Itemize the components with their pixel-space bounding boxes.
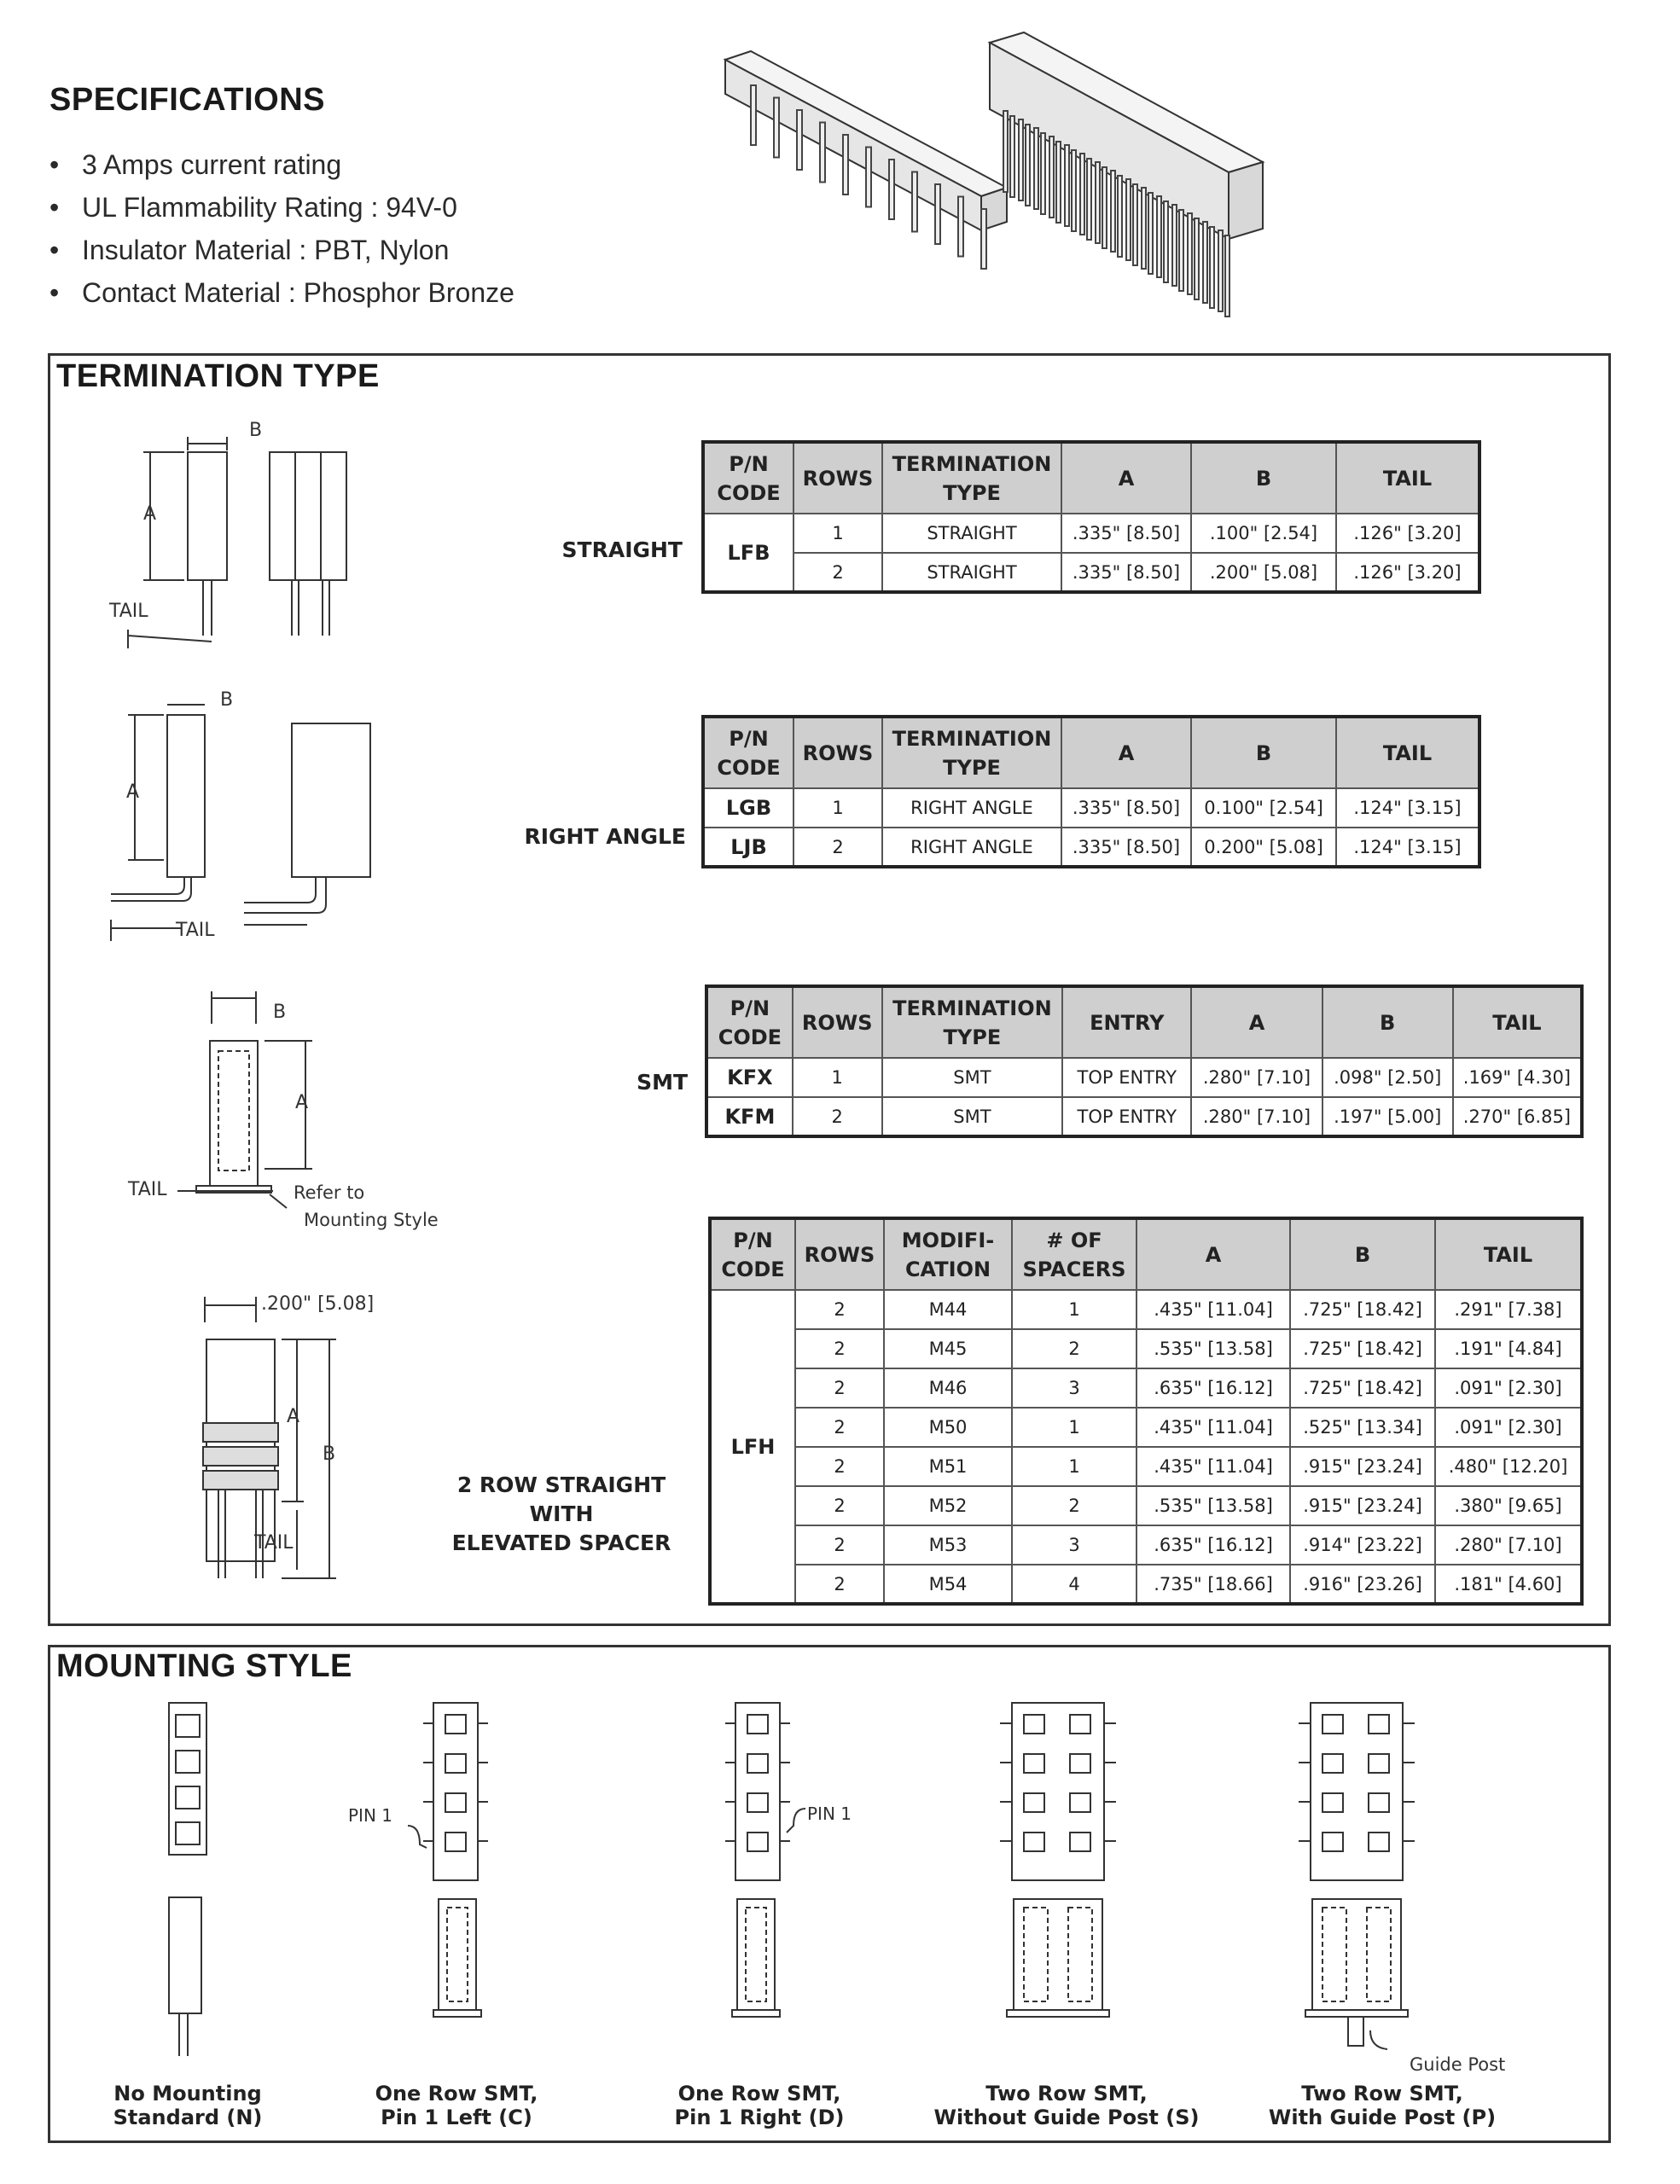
connector-pin [1195, 218, 1199, 299]
table-cell: 2 [795, 1565, 884, 1604]
table-cell: .335" [8.50] [1061, 553, 1191, 592]
table-row [710, 1368, 1582, 1408]
table-cell: 0.100" [2.54] [1191, 788, 1336, 828]
connector-pin [1056, 142, 1061, 223]
table-cell: 2 [1012, 1486, 1136, 1525]
table-row [706, 1058, 1582, 1097]
pin1-label-right: PIN 1 [807, 1804, 852, 1824]
connector-pin [1225, 235, 1229, 317]
caption-line: Two Row SMT, [985, 2082, 1148, 2106]
spec-item: • Contact Material : Phosphor Bronze [49, 277, 514, 308]
table-cell: 3 [1012, 1525, 1136, 1565]
connector-pin [843, 135, 848, 195]
elevated-label-line2: ELEVATED SPACER [451, 1531, 671, 1555]
elevated-label-line1: 2 ROW STRAIGHT WITH [456, 1472, 666, 1526]
table-cell: 2 [795, 1447, 884, 1486]
connector-pin [820, 123, 825, 183]
table-cell: .091" [2.30] [1435, 1368, 1582, 1408]
caption-line: One Row SMT, [375, 2082, 538, 2106]
table-row [703, 828, 1479, 867]
smt-dim-tail: TAIL [128, 1179, 167, 1200]
table-cell: .635" [16.12] [1136, 1368, 1290, 1408]
connector-pin [1188, 213, 1192, 294]
col-header: MODIFI- CATION [884, 1218, 1012, 1290]
table-cell: .280" [7.10] [1191, 1058, 1322, 1097]
straight-label: STRAIGHT [561, 537, 683, 562]
table-cell: .100" [2.54] [1191, 514, 1336, 553]
straight-table [701, 440, 1481, 594]
smt-label: SMT [637, 1070, 688, 1095]
table-cell: 2 [795, 1408, 884, 1447]
table-cell: .124" [3.15] [1336, 788, 1479, 828]
table-cell: .915" [23.24] [1290, 1447, 1435, 1486]
table-cell: M52 [884, 1486, 1012, 1525]
table-cell: .916" [23.26] [1290, 1565, 1435, 1604]
pn-code: LFH [710, 1290, 795, 1604]
connector-pin [935, 184, 940, 244]
table-cell: .126" [3.20] [1336, 514, 1479, 553]
table-cell: .535" [13.58] [1136, 1329, 1290, 1368]
table-cell: M45 [884, 1329, 1012, 1368]
refer-to-text: Refer to [294, 1182, 365, 1203]
connector-pin [1096, 162, 1100, 243]
col-header: TAIL [1435, 1218, 1582, 1290]
connector-pin [1218, 230, 1223, 311]
table-cell: .124" [3.15] [1336, 828, 1479, 867]
table-cell: .380" [9.65] [1435, 1486, 1582, 1525]
col-header: TAIL [1453, 986, 1582, 1058]
table-cell: 2 [1012, 1329, 1136, 1368]
table-cell: M50 [884, 1408, 1012, 1447]
elevated-spacer-label [427, 1471, 696, 1558]
table-cell: .197" [5.00] [1322, 1097, 1453, 1136]
table-cell: .435" [11.04] [1136, 1408, 1290, 1447]
right-angle-dim-b: B [220, 689, 234, 711]
pn-code: LGB [703, 788, 793, 828]
table-cell: SMT [882, 1097, 1063, 1136]
col-header: P/N CODE [703, 442, 793, 514]
col-header: B [1191, 442, 1336, 514]
table-cell: STRAIGHT [882, 553, 1061, 592]
table-row [710, 1290, 1582, 1329]
spec-item: • UL Flammability Rating : 94V-0 [49, 192, 457, 223]
col-header: P/N CODE [703, 717, 793, 788]
table-cell: .725" [18.42] [1290, 1290, 1435, 1329]
col-header: TAIL [1336, 717, 1479, 788]
col-header: B [1191, 717, 1336, 788]
table-cell: .169" [4.30] [1453, 1058, 1582, 1097]
table-cell: 2 [793, 553, 882, 592]
table-cell: M51 [884, 1447, 1012, 1486]
table-row [703, 553, 1479, 592]
elevated-dim-b: B [323, 1443, 336, 1465]
col-header: ROWS [793, 717, 882, 788]
table-cell: .435" [11.04] [1136, 1290, 1290, 1329]
elevated-dim-a: A [287, 1406, 300, 1427]
spec-item: • Insulator Material : PBT, Nylon [49, 235, 450, 265]
table-cell: 2 [795, 1368, 884, 1408]
connector-pin [1172, 205, 1177, 286]
table-row [710, 1486, 1582, 1525]
mounting-style-c-drawing [352, 1698, 505, 2030]
col-header: ROWS [795, 1218, 884, 1290]
connector-pin [774, 98, 779, 158]
table-cell: STRAIGHT [882, 514, 1061, 553]
spec-item-text: Contact Material : Phosphor Bronze [82, 277, 514, 308]
col-header: TERMINATION TYPE [882, 986, 1063, 1058]
table-cell: .191" [4.84] [1435, 1329, 1582, 1368]
straight-dim-tail: TAIL [109, 601, 148, 622]
spec-item: • 3 Amps current rating [49, 149, 342, 180]
table-cell: .535" [13.58] [1136, 1486, 1290, 1525]
table-cell: 1 [793, 788, 882, 828]
table-cell: .914" [23.22] [1290, 1525, 1435, 1565]
table-row [710, 1329, 1582, 1368]
col-header: P/N CODE [706, 986, 793, 1058]
table-cell: .181" [4.60] [1435, 1565, 1582, 1604]
pin1-label-left: PIN 1 [348, 1805, 393, 1826]
table-cell: SMT [882, 1058, 1063, 1097]
connector-pin [1118, 176, 1122, 257]
table-cell: .525" [13.34] [1290, 1408, 1435, 1447]
connector-pin [958, 197, 963, 257]
table-cell: 1 [793, 514, 882, 553]
connector-pin [751, 85, 756, 145]
caption-line: One Row SMT, [677, 2082, 841, 2106]
right-angle-dim-tail: TAIL [176, 920, 215, 941]
connector-pin [1111, 171, 1115, 252]
table-cell: .091" [2.30] [1435, 1408, 1582, 1447]
mounting-caption-p [1237, 2082, 1527, 2129]
connector-pin [1210, 227, 1214, 308]
elevated-dim-tail: TAIL [254, 1532, 294, 1554]
table-cell: 2 [793, 1097, 882, 1136]
caption-line: Pin 1 Left (C) [381, 2106, 532, 2129]
connector-pin [1072, 150, 1076, 231]
connector-pin [1179, 210, 1183, 291]
col-header: ENTRY [1062, 986, 1191, 1058]
connector-pin [889, 160, 894, 219]
connector-pin [1049, 136, 1054, 218]
connector-pin [1010, 116, 1014, 197]
table-cell: M44 [884, 1290, 1012, 1329]
table-cell: .098" [2.50] [1322, 1058, 1453, 1097]
connector-pin [1133, 184, 1137, 265]
specifications-title: SPECIFICATIONS [49, 82, 325, 118]
table-cell: .335" [8.50] [1061, 828, 1191, 867]
col-header: ROWS [793, 986, 882, 1058]
pn-code: KFM [706, 1097, 793, 1136]
col-header: TERMINATION TYPE [882, 442, 1061, 514]
table-cell: 2 [795, 1486, 884, 1525]
col-header: TERMINATION TYPE [882, 717, 1061, 788]
connector-pin [1102, 167, 1107, 248]
smt-dim-a: A [295, 1092, 309, 1113]
connector-pin [1164, 201, 1168, 282]
table-row [703, 788, 1479, 828]
caption-line: Pin 1 Right (D) [674, 2106, 845, 2129]
elevated-spacer-table [708, 1217, 1584, 1606]
connector-pin [1019, 119, 1023, 200]
connector-product-illustration [717, 26, 1280, 341]
connector-pin [1157, 196, 1161, 277]
col-header: ROWS [793, 442, 882, 514]
mounting-style-d-drawing [708, 1698, 862, 2030]
table-cell: RIGHT ANGLE [882, 828, 1061, 867]
connector-pin [866, 148, 871, 207]
pn-code: KFX [706, 1058, 793, 1097]
col-header: A [1191, 986, 1322, 1058]
mounting-caption-c [341, 2082, 572, 2129]
connector-pin [1142, 188, 1146, 269]
connector-pin [981, 209, 986, 269]
table-cell: 1 [793, 1058, 882, 1097]
table-cell: 3 [1012, 1368, 1136, 1408]
mounting-style-text: Mounting Style [304, 1210, 439, 1230]
mounting-style-p-drawing [1288, 1698, 1425, 2065]
caption-line: Standard (N) [113, 2106, 263, 2129]
caption-line: Without Guide Post (S) [933, 2106, 1200, 2129]
table-cell: M53 [884, 1525, 1012, 1565]
col-header: B [1290, 1218, 1435, 1290]
table-cell: .335" [8.50] [1061, 788, 1191, 828]
table-cell: .725" [18.42] [1290, 1368, 1435, 1408]
connector-pin [1041, 133, 1045, 214]
table-row [710, 1447, 1582, 1486]
table-cell: .725" [18.42] [1290, 1329, 1435, 1368]
table-cell: .270" [6.85] [1453, 1097, 1582, 1136]
connector-pin [1148, 193, 1153, 274]
mounting-style-n-drawing [162, 1698, 213, 2056]
right-angle-table [701, 715, 1481, 868]
connector-pin [912, 172, 917, 232]
guide-post-label: Guide Post [1410, 2054, 1506, 2075]
straight-dim-a: A [143, 503, 157, 525]
smt-table [705, 985, 1584, 1138]
table-cell: 2 [795, 1525, 884, 1565]
table-cell: .915" [23.24] [1290, 1486, 1435, 1525]
table-row [710, 1408, 1582, 1447]
col-header: P/N CODE [710, 1218, 795, 1290]
table-cell: 4 [1012, 1565, 1136, 1604]
connector-pin [1034, 128, 1038, 209]
smt-dim-b: B [273, 1002, 287, 1023]
table-cell: .280" [7.10] [1435, 1525, 1582, 1565]
col-header: B [1322, 986, 1453, 1058]
col-header: A [1061, 717, 1191, 788]
table-cell: TOP ENTRY [1062, 1097, 1191, 1136]
mounting-caption-n [85, 2082, 290, 2129]
table-cell: .635" [16.12] [1136, 1525, 1290, 1565]
table-cell: 2 [795, 1329, 884, 1368]
spec-item-text: Insulator Material : PBT, Nylon [82, 235, 450, 265]
connector-pin [1126, 179, 1131, 260]
connector-pin [1026, 125, 1030, 206]
table-row [706, 1097, 1582, 1136]
mounting-caption-s [921, 2082, 1212, 2129]
connector-pin [1203, 222, 1207, 303]
table-cell: .200" [5.08] [1191, 553, 1336, 592]
spec-item-text: 3 Amps current rating [82, 149, 342, 180]
connector-pin [1065, 145, 1069, 226]
table-cell: TOP ENTRY [1062, 1058, 1191, 1097]
table-cell: 1 [1012, 1290, 1136, 1329]
right-angle-termination-drawing [102, 689, 392, 945]
spec-item-text: UL Flammability Rating : 94V-0 [82, 192, 457, 223]
table-cell: 2 [793, 828, 882, 867]
table-cell: 1 [1012, 1408, 1136, 1447]
table-cell: M46 [884, 1368, 1012, 1408]
table-cell: 0.200" [5.08] [1191, 828, 1336, 867]
pn-code: LFB [703, 514, 793, 592]
col-header: # OF SPACERS [1012, 1218, 1136, 1290]
caption-line: With Guide Post (P) [1268, 2106, 1497, 2129]
table-cell: .435" [11.04] [1136, 1447, 1290, 1486]
table-cell: 2 [795, 1290, 884, 1329]
mounting-caption-d [640, 2082, 879, 2129]
table-cell: .335" [8.50] [1061, 514, 1191, 553]
specifications-list [44, 143, 693, 314]
table-cell: .291" [7.38] [1435, 1290, 1582, 1329]
col-header: A [1061, 442, 1191, 514]
termination-type-title: TERMINATION TYPE [56, 358, 380, 394]
table-cell: .735" [18.66] [1136, 1565, 1290, 1604]
connector-pin [1003, 111, 1008, 192]
connector-pin [1080, 154, 1084, 235]
table-cell: RIGHT ANGLE [882, 788, 1061, 828]
connector-pin [797, 110, 802, 170]
right-angle-label: RIGHT ANGLE [524, 824, 686, 849]
table-cell: 1 [1012, 1447, 1136, 1486]
table-row [703, 514, 1479, 553]
smt-refer-note [294, 1179, 439, 1234]
col-header: TAIL [1336, 442, 1479, 514]
table-cell: .280" [7.10] [1191, 1097, 1322, 1136]
col-header: A [1136, 1218, 1290, 1290]
table-cell: M54 [884, 1565, 1012, 1604]
table-cell: .480" [12.20] [1435, 1447, 1582, 1486]
straight-dim-b: B [249, 420, 263, 441]
mounting-style-title: MOUNTING STYLE [56, 1648, 352, 1684]
pn-code: LJB [703, 828, 793, 867]
table-row [710, 1565, 1582, 1604]
right-angle-dim-a: A [126, 781, 140, 803]
caption-line: No Mounting [113, 2082, 262, 2106]
connector-pin [1087, 159, 1091, 240]
caption-line: Two Row SMT, [1301, 2082, 1463, 2106]
mounting-style-s-drawing [990, 1698, 1126, 2030]
table-cell: .126" [3.20] [1336, 553, 1479, 592]
table-row [710, 1525, 1582, 1565]
elevated-dim-pitch: .200" [5.08] [261, 1293, 375, 1315]
